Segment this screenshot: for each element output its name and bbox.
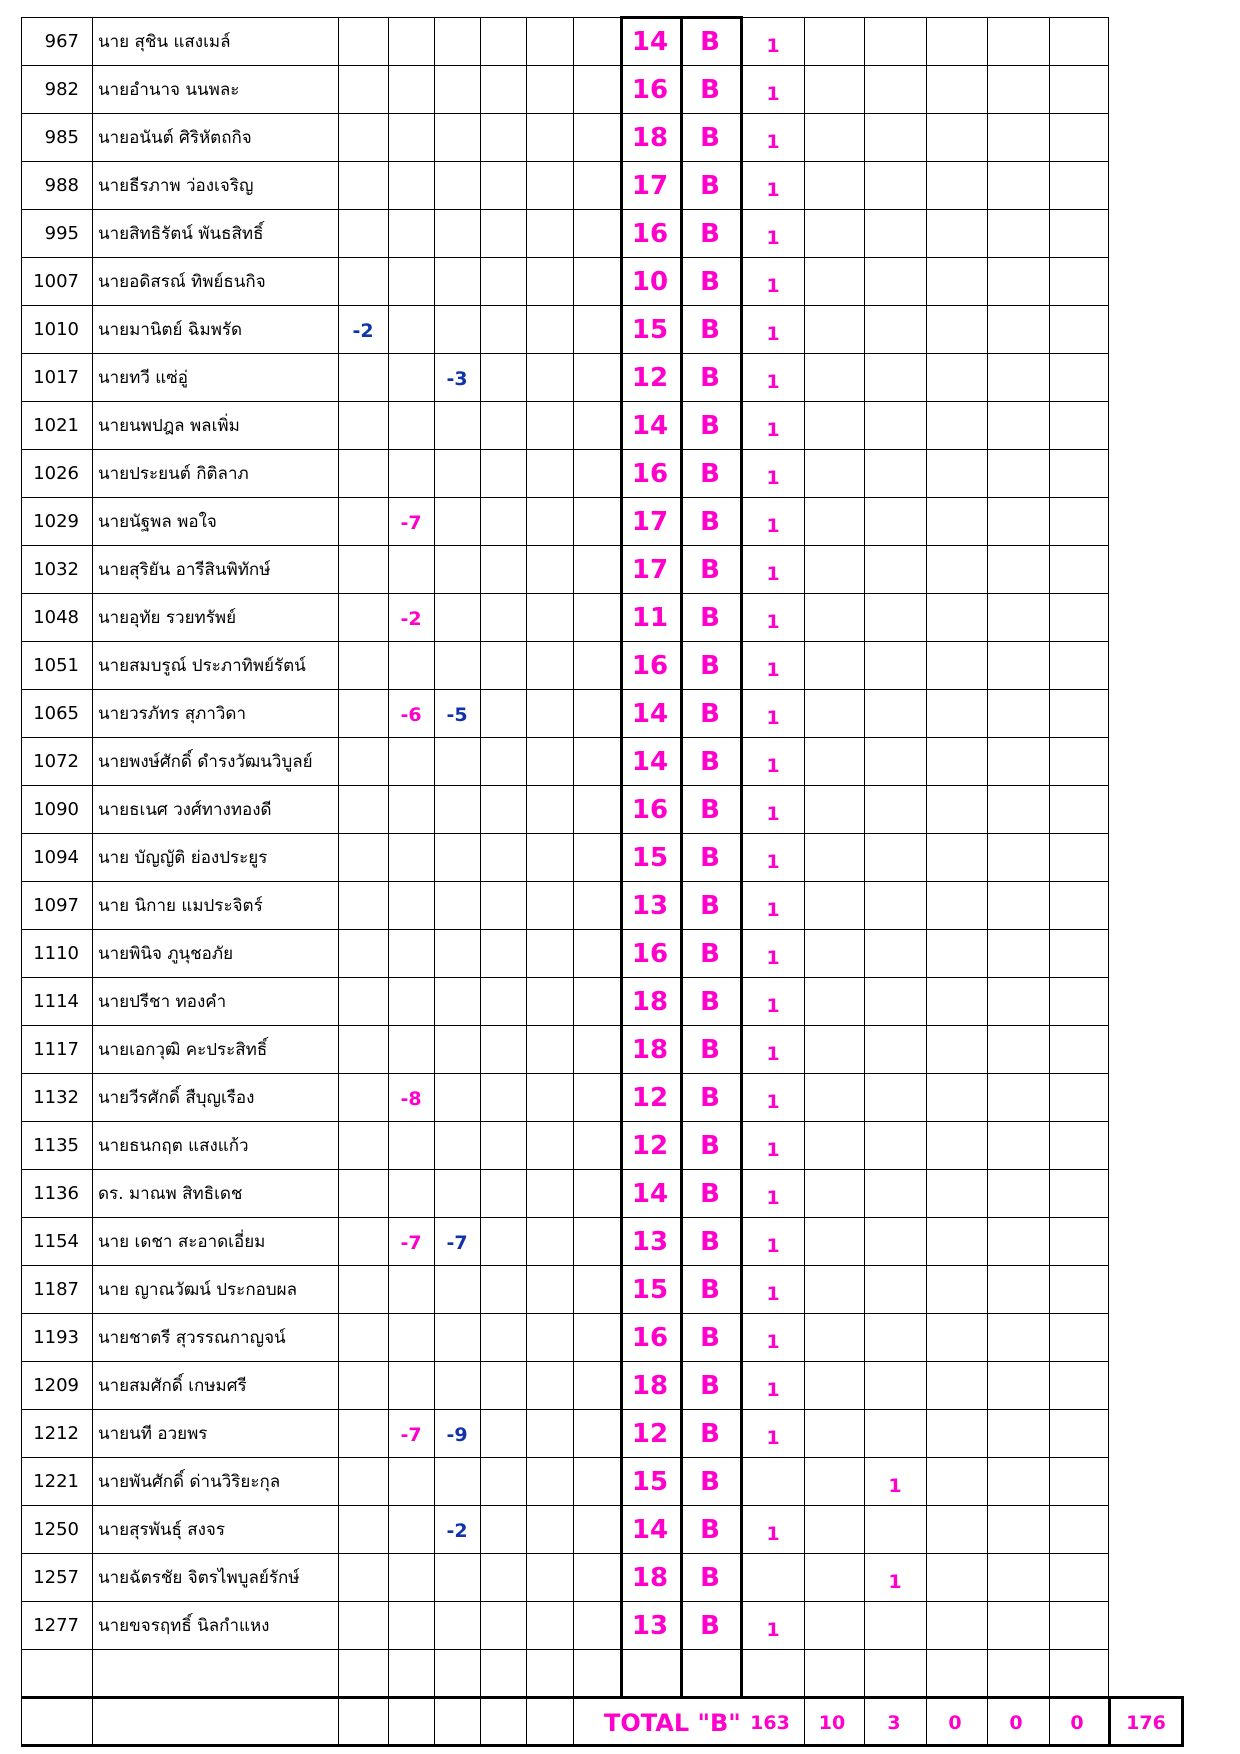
deduction-d2: -2: [400, 608, 422, 630]
row-score: 16: [631, 1323, 669, 1353]
row-score: 14: [631, 699, 669, 729]
row-number: 1032: [33, 559, 79, 580]
row-name: นายทวี แซ่อู่: [98, 368, 188, 388]
grid-thick-vline: [740, 17, 743, 1697]
grid-hline: [21, 1649, 1109, 1650]
row-score: 10: [631, 267, 669, 297]
grid-hline: [21, 1217, 1109, 1218]
row-grade: B: [700, 1275, 720, 1305]
row-count-1: 1: [766, 35, 780, 57]
total-value: 163: [750, 1712, 790, 1734]
row-count-1: 1: [766, 659, 780, 681]
total-value: 0: [948, 1712, 962, 1734]
row-grade: B: [700, 1563, 720, 1593]
total-value: 0: [1070, 1712, 1084, 1734]
total-bottom-border: [21, 1744, 1184, 1747]
row-count-2: 1: [888, 1475, 902, 1497]
row-count-1: 1: [766, 1379, 780, 1401]
row-number: 1026: [33, 463, 79, 484]
grid-hline: [21, 17, 1109, 18]
row-score: 11: [631, 603, 669, 633]
row-count-1: 1: [766, 1427, 780, 1449]
row-name: นายสิทธิรัตน์ พันธสิทธิ์: [98, 224, 264, 244]
grid-hline: [21, 65, 1109, 66]
row-grade: B: [700, 1035, 720, 1065]
grid-hline: [21, 1121, 1109, 1122]
grid-hline: [21, 1601, 1109, 1602]
row-name: นาย ญาณวัฒน์ ประกอบผล: [98, 1280, 297, 1300]
row-score: 17: [631, 507, 669, 537]
row-score: 18: [631, 1371, 669, 1401]
grid-hline: [21, 1361, 1109, 1362]
grid-hline: [21, 497, 1109, 498]
row-count-2: 1: [888, 1571, 902, 1593]
grid-hline: [21, 1505, 1109, 1506]
row-name: นายเอกวุฒิ คะประสิทธิ์: [98, 1040, 268, 1060]
row-score: 16: [631, 651, 669, 681]
grid-hline: [21, 929, 1109, 930]
grid-hline: [21, 1553, 1109, 1554]
row-score: 13: [631, 891, 669, 921]
row-count-1: 1: [766, 275, 780, 297]
grid-hline: [21, 1409, 1109, 1410]
row-name: นายพินิจ ภูนุชอภัย: [98, 944, 234, 964]
grid-hline: [21, 1169, 1109, 1170]
row-number: 1065: [33, 703, 79, 724]
row-count-1: 1: [766, 515, 780, 537]
row-count-1: 1: [766, 323, 780, 345]
deduction-d2: -7: [400, 1232, 422, 1254]
row-count-1: 1: [766, 755, 780, 777]
row-score: 17: [631, 555, 669, 585]
row-number: 1221: [33, 1471, 79, 1492]
row-grade: B: [700, 555, 720, 585]
row-name: นายอำนาจ นนพละ: [98, 80, 240, 100]
row-name: นาย บัญญัติ ย่องประยูร: [98, 848, 268, 868]
row-grade: B: [700, 699, 720, 729]
row-score: 12: [631, 363, 669, 393]
grid-hline: [21, 545, 1109, 546]
row-name: นายอุทัย รวยทรัพย์: [98, 608, 237, 628]
row-name: นายประยนต์ กิติลาภ: [98, 464, 249, 484]
grid-hline: [21, 257, 1109, 258]
row-score: 17: [631, 171, 669, 201]
deduction-d1: -2: [352, 320, 374, 342]
total-value: 176: [1126, 1712, 1166, 1734]
row-number: 1051: [33, 655, 79, 676]
grid-hline: [21, 881, 1109, 882]
row-grade: B: [700, 315, 720, 345]
grid-hline: [21, 401, 1109, 402]
row-count-1: 1: [766, 1331, 780, 1353]
row-count-1: 1: [766, 467, 780, 489]
row-grade: B: [700, 1515, 720, 1545]
deduction-d3: -3: [446, 368, 468, 390]
row-name: นายธีรภาพ ว่องเจริญ: [98, 176, 254, 196]
score-top-border: [620, 16, 743, 19]
row-number: 1010: [33, 319, 79, 340]
row-grade: B: [700, 411, 720, 441]
row-name: นายนัฐพล พอใจ: [98, 512, 217, 532]
row-grade: B: [700, 219, 720, 249]
grid-hline: [21, 593, 1109, 594]
row-score: 15: [631, 1467, 669, 1497]
row-grade: B: [700, 891, 720, 921]
row-count-1: 1: [766, 419, 780, 441]
row-score: 14: [631, 1179, 669, 1209]
row-count-1: 1: [766, 1139, 780, 1161]
grid-hline: [21, 785, 1109, 786]
row-number: 1136: [33, 1183, 79, 1204]
row-number: 982: [44, 79, 79, 100]
row-score: 14: [631, 411, 669, 441]
grid-hline: [21, 305, 1109, 306]
row-count-1: 1: [766, 947, 780, 969]
row-number: 1187: [33, 1279, 79, 1300]
row-number: 1154: [33, 1231, 79, 1252]
row-grade: B: [700, 123, 720, 153]
row-grade: B: [700, 747, 720, 777]
row-number: 1021: [33, 415, 79, 436]
row-count-1: 1: [766, 179, 780, 201]
grid-hline: [21, 1313, 1109, 1314]
row-name: นายขจรฤทธิ์ นิลกำแหง: [98, 1616, 270, 1636]
row-score: 16: [631, 219, 669, 249]
grid-hline: [21, 689, 1109, 690]
row-grade: B: [700, 267, 720, 297]
row-grade: B: [700, 1323, 720, 1353]
row-number: 1094: [33, 847, 79, 868]
row-name: นายสุริยัน อารีสินพิทักษ์: [98, 560, 271, 580]
grid-hline: [21, 113, 1109, 114]
row-number: 1257: [33, 1567, 79, 1588]
row-number: 1132: [33, 1087, 79, 1108]
deduction-d3: -7: [446, 1232, 468, 1254]
row-score: 16: [631, 939, 669, 969]
grid-hline: [21, 353, 1109, 354]
row-name: นายนที อวยพร: [98, 1424, 208, 1444]
row-name: นายนพปฎล พลเพิ่ม: [98, 416, 240, 436]
row-name: นายวีรศักดิ์ สืบุญเรือง: [98, 1088, 255, 1108]
grid-hline: [21, 1457, 1109, 1458]
grid-hline: [21, 641, 1109, 642]
row-score: 16: [631, 459, 669, 489]
grid-hline: [21, 161, 1109, 162]
total-box-border: [1181, 1697, 1184, 1745]
row-name: นาย เดชา สะอาดเอี่ยม: [98, 1232, 266, 1252]
row-grade: B: [700, 1611, 720, 1641]
row-number: 1117: [33, 1039, 79, 1060]
row-score: 12: [631, 1131, 669, 1161]
row-name: นายมานิตย์ ฉิมพรัด: [98, 320, 243, 340]
row-number: 1048: [33, 607, 79, 628]
row-number: 1135: [33, 1135, 79, 1156]
total-label: TOTAL "B": [604, 1709, 741, 1737]
row-score: 16: [631, 75, 669, 105]
row-number: 1007: [33, 271, 79, 292]
row-score: 15: [631, 843, 669, 873]
total-box-divider: [1108, 1697, 1111, 1745]
row-score: 15: [631, 1275, 669, 1305]
row-number: 1017: [33, 367, 79, 388]
row-number: 1110: [33, 943, 79, 964]
row-number: 1212: [33, 1423, 79, 1444]
grid-hline: [21, 833, 1109, 834]
row-name: นายพันศักดิ์ ด่านวิริยะกุล: [98, 1472, 281, 1492]
row-number: 1090: [33, 799, 79, 820]
row-count-1: 1: [766, 371, 780, 393]
row-count-1: 1: [766, 1619, 780, 1641]
row-count-1: 1: [766, 1091, 780, 1113]
grid-hline: [21, 209, 1109, 210]
row-grade: B: [700, 1467, 720, 1497]
row-score: 15: [631, 315, 669, 345]
deduction-d2: -8: [400, 1088, 422, 1110]
row-count-1: 1: [766, 1043, 780, 1065]
row-number: 1209: [33, 1375, 79, 1396]
row-score: 18: [631, 1035, 669, 1065]
row-name: นายธนกฤต แสงแก้ว: [98, 1136, 249, 1156]
row-score: 14: [631, 1515, 669, 1545]
row-count-1: 1: [766, 611, 780, 633]
row-count-1: 1: [766, 899, 780, 921]
row-number: 1097: [33, 895, 79, 916]
row-grade: B: [700, 459, 720, 489]
row-name: นายสมศักดิ์ เกษมศรี: [98, 1376, 247, 1396]
row-count-1: 1: [766, 83, 780, 105]
row-count-1: 1: [766, 1283, 780, 1305]
row-name: นาย นิกาย แมประจิตร์: [98, 896, 263, 916]
grid-hline: [21, 1073, 1109, 1074]
row-score: 13: [631, 1611, 669, 1641]
row-name: นายวรภัทร สุภาวิดา: [98, 704, 247, 724]
row-number: 988: [44, 175, 79, 196]
deduction-d3: -9: [446, 1424, 468, 1446]
row-grade: B: [700, 795, 720, 825]
row-count-1: 1: [766, 131, 780, 153]
total-value: 3: [887, 1712, 901, 1734]
grid-hline: [21, 737, 1109, 738]
grid-hline: [21, 1025, 1109, 1026]
deduction-d3: -2: [446, 1520, 468, 1542]
deduction-d2: -7: [400, 512, 422, 534]
row-score: 18: [631, 1563, 669, 1593]
row-count-1: 1: [766, 995, 780, 1017]
row-name: นายพงษ์ศักดิ์ ดำรงวัฒนวิบูลย์: [98, 752, 313, 772]
row-count-1: 1: [766, 563, 780, 585]
row-grade: B: [700, 171, 720, 201]
deduction-d2: -6: [400, 704, 422, 726]
row-count-1: 1: [766, 1523, 780, 1545]
row-score: 12: [631, 1083, 669, 1113]
row-grade: B: [700, 27, 720, 57]
grid-hline: [21, 977, 1109, 978]
deduction-d2: -7: [400, 1424, 422, 1446]
row-count-1: 1: [766, 1187, 780, 1209]
row-number: 985: [44, 127, 79, 148]
row-grade: B: [700, 1371, 720, 1401]
row-name: นายสุรพันธุ์ สงจร: [98, 1520, 226, 1540]
grid-hline: [21, 1265, 1109, 1266]
row-number: 1250: [33, 1519, 79, 1540]
row-score: 16: [631, 795, 669, 825]
row-name: นายอนันต์ ศิริหัตถกิจ: [98, 128, 252, 148]
row-number: 1072: [33, 751, 79, 772]
row-grade: B: [700, 1227, 720, 1257]
row-count-1: 1: [766, 227, 780, 249]
row-name: นายฉัตรชัย จิตรไพบูลย์รักษ์: [98, 1568, 300, 1588]
row-number: 995: [44, 223, 79, 244]
row-number: 1193: [33, 1327, 79, 1348]
total-value: 10: [818, 1712, 846, 1734]
row-count-1: 1: [766, 851, 780, 873]
row-grade: B: [700, 507, 720, 537]
row-score: 14: [631, 747, 669, 777]
row-score: 13: [631, 1227, 669, 1257]
row-count-1: 1: [766, 707, 780, 729]
grid-hline: [21, 449, 1109, 450]
row-name: นายสมบรูณ์ ประภาทิพย์รัตน์: [98, 656, 306, 676]
row-grade: B: [700, 1083, 720, 1113]
row-grade: B: [700, 843, 720, 873]
row-grade: B: [700, 603, 720, 633]
row-grade: B: [700, 987, 720, 1017]
row-number: 967: [44, 31, 79, 52]
row-name: นายชาตรี สุวรรณกาญจน์: [98, 1328, 286, 1348]
row-number: 1029: [33, 511, 79, 532]
row-name: นายธเนศ วงศ์ทางทองดี: [98, 800, 272, 820]
row-score: 18: [631, 987, 669, 1017]
total-value: 0: [1009, 1712, 1023, 1734]
row-count-1: 1: [766, 803, 780, 825]
deduction-d3: -5: [446, 704, 468, 726]
row-name: นาย สุชิน แสงเมล์: [98, 32, 231, 52]
row-score: 14: [631, 27, 669, 57]
row-grade: B: [700, 651, 720, 681]
total-top-border: [21, 1696, 1184, 1699]
row-name: นายอดิสรณ์ ทิพย์ธนกิจ: [98, 272, 266, 292]
row-grade: B: [700, 1419, 720, 1449]
row-grade: B: [700, 1179, 720, 1209]
row-score: 18: [631, 123, 669, 153]
row-grade: B: [700, 75, 720, 105]
row-grade: B: [700, 939, 720, 969]
row-number: 1114: [33, 991, 79, 1012]
row-name: นายปรีชา ทองคำ: [98, 992, 227, 1012]
row-count-1: 1: [766, 1235, 780, 1257]
row-score: 12: [631, 1419, 669, 1449]
row-grade: B: [700, 1131, 720, 1161]
row-grade: B: [700, 363, 720, 393]
row-number: 1277: [33, 1615, 79, 1636]
row-name: ดร. มาณพ สิทธิเดช: [98, 1184, 243, 1204]
